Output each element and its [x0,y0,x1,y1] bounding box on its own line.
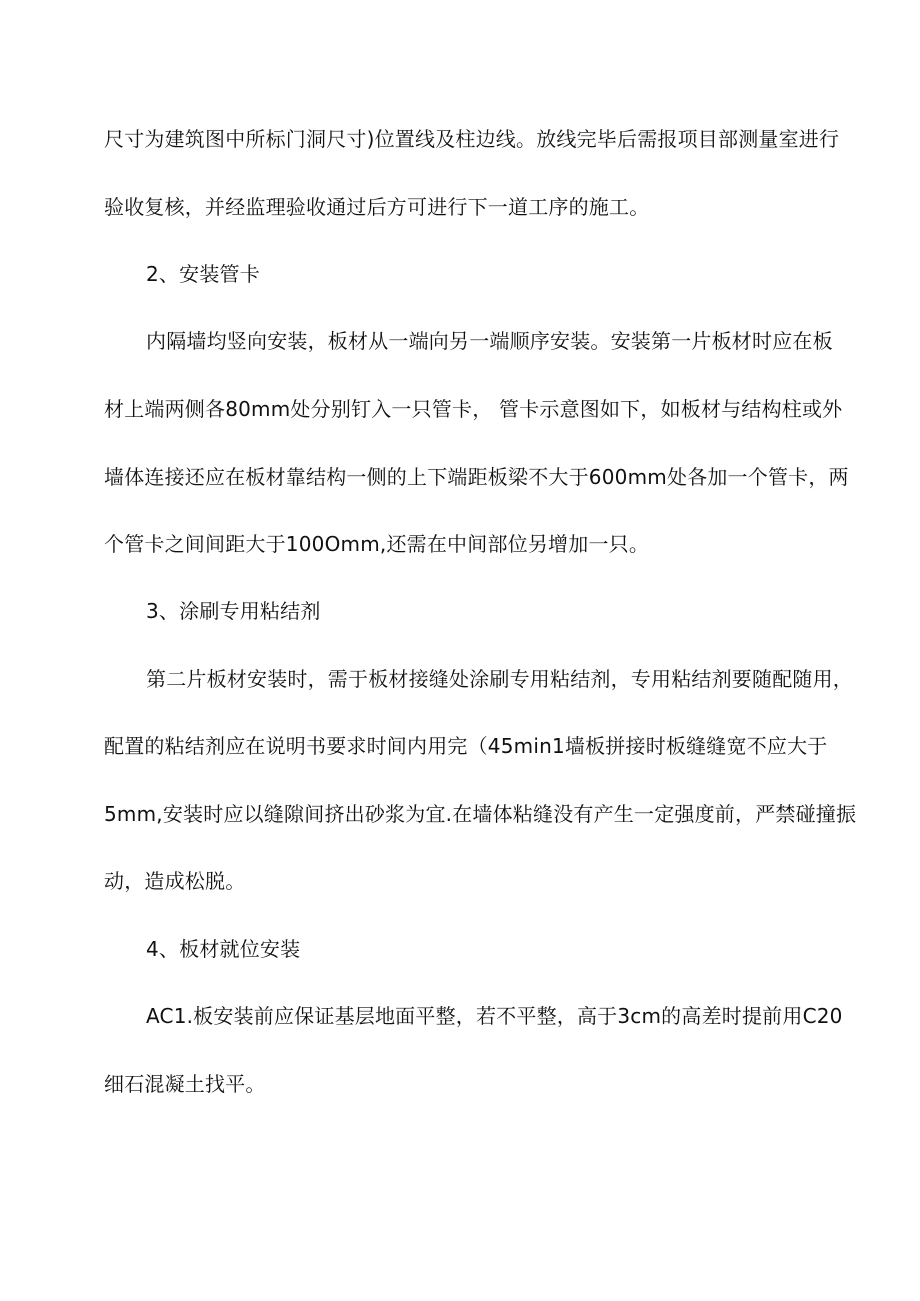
paragraph-1-line-1: 尺寸为建筑图中所标门洞尺寸)位置线及柱边线。放线完毕后需报项目部测量室进行 [104,127,840,151]
section-heading-adhesive: 3、涂刷专用粘结剂 [146,599,321,623]
paragraph-3-line-2: 配置的粘结剂应在说明书要求时间内用完（45min1墙板拼接时板缝缝宽不应大于 [104,734,828,758]
paragraph-2-line-2: 材上端两侧各80mm处分别钉入一只管卡， 管卡示意图如下，如板材与结构柱或外 [104,397,843,421]
paragraph-3-line-4: 动，造成松脱。 [104,869,246,893]
paragraph-1-line-2: 验收复核，并经监理验收通过后方可进行下一道工序的施工。 [104,195,650,219]
paragraph-4-line-1: AC1.板安装前应保证基层地面平整，若不平整，高于3cm的高差时提前用C20 [146,1004,843,1028]
paragraph-2-line-1: 内隔墙均竖向安装，板材从一端向另一端顺序安装。安装第一片板材时应在板 [146,329,833,353]
section-heading-install-clips: 2、安装管卡 [146,262,260,286]
paragraph-3-line-3: 5mm,安装时应以缝隙间挤出砂浆为宜.在墙体粘缝没有产生一定强度前，严禁碰撞振 [104,802,857,826]
paragraph-4-line-2: 细石混凝土找平。 [104,1072,266,1096]
paragraph-2-line-3: 墙体连接还应在板材靠结构一侧的上下端距板梁不大于600mm处各加一个管卡，两 [104,465,849,489]
section-heading-panel-placement: 4、板材就位安装 [146,937,301,961]
paragraph-2-line-4: 个管卡之间间距大于100Omm,还需在中间部位另增加一只。 [104,532,650,556]
paragraph-3-line-1: 第二片板材安装时，需于板材接缝处涂刷专用粘结剂，专用粘结剂要随配随用， [146,667,853,691]
